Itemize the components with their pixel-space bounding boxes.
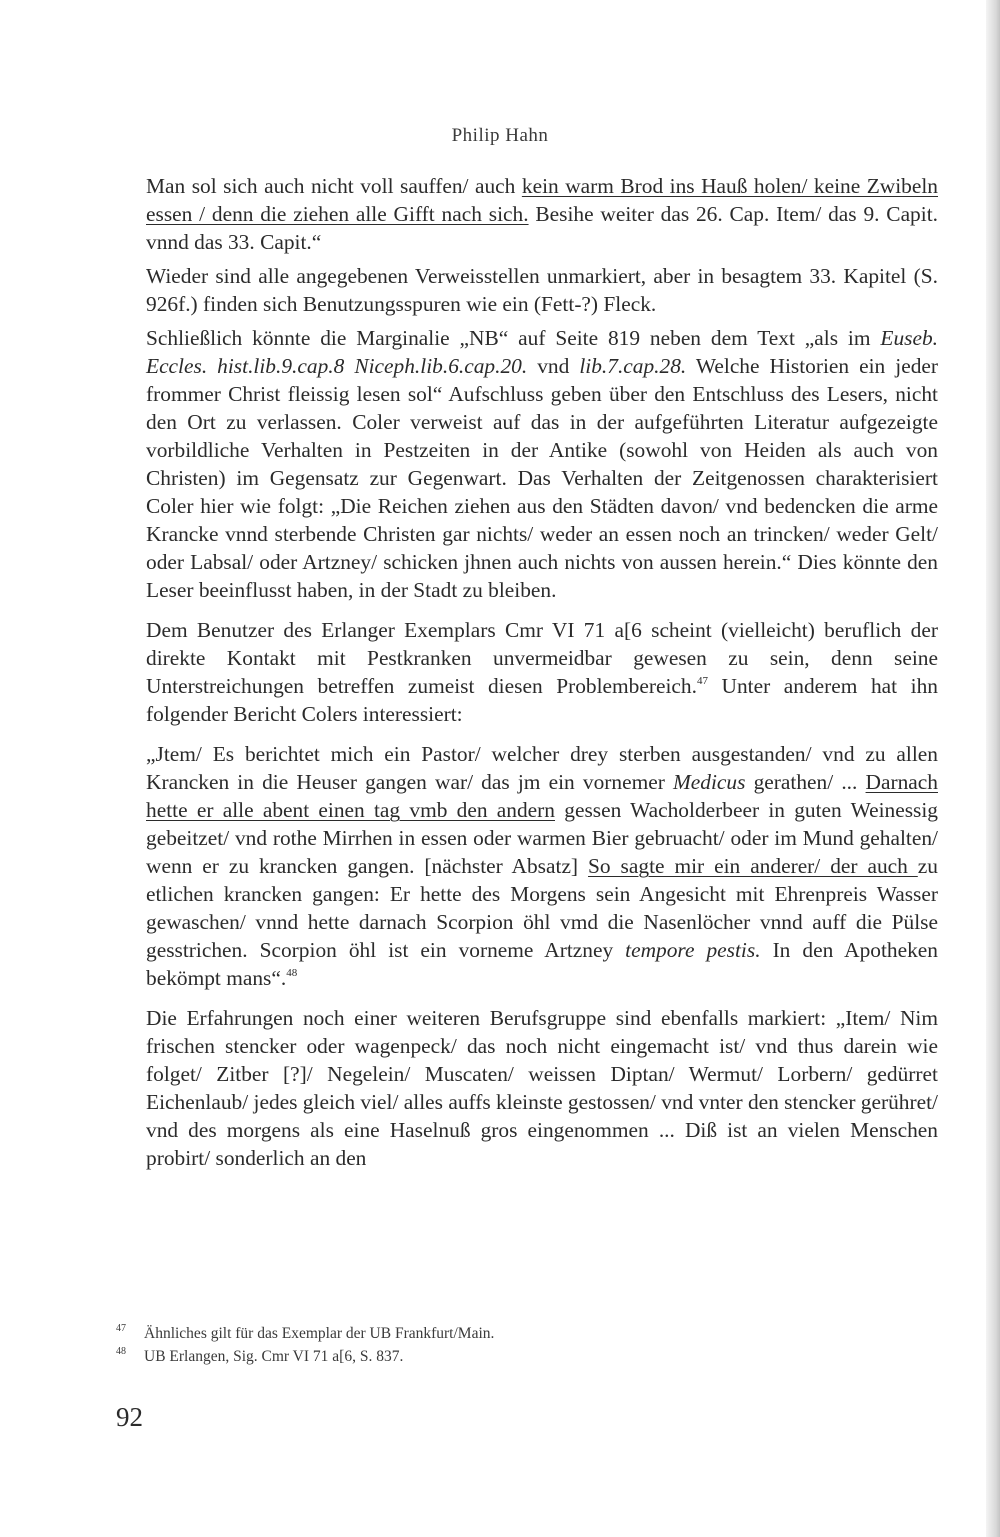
underlined-passage: Darnach hette er alle abent einen tag vmb den andern <box>146 770 938 822</box>
footnote-ref: 47 <box>696 675 708 687</box>
underlined-passage: So sagte mir ein anderer/ der auch <box>588 854 918 878</box>
footnote-text: Ähnliches gilt für das Exemplar der UB Frankfurt/Main. <box>144 1325 495 1342</box>
paragraph-text: vnd <box>527 354 580 378</box>
footnote-text: UB Erlangen, Sig. Cmr VI 71 a[6, S. 837. <box>144 1348 404 1365</box>
quote-text: gerathen/ ... <box>745 770 866 794</box>
main-text <box>146 172 938 1172</box>
paragraph-text: Dem Benutzer des Erlanger Exemplars Cmr VI 71 a[6 scheint (vielleicht) beruflich der direkte Kontakt mit Pestkranken unvermeidbar gewesen zu sein, denn seine Unterstreichungen betreffen zumeist diesen Problembereich. <box>146 618 938 698</box>
quote-continuation <box>146 172 938 256</box>
italic-term: Medicus <box>672 770 746 794</box>
quote-text: gessen Wacholderbeer in guten Weinessig gebeitzet/ vnd rothe Mirrhen in essen oder warmen Bier gebruacht/ oder im Mund gehalten/ wenn er zu krancken gangen. [nächster Absatz] <box>146 798 938 878</box>
footnote <box>116 1345 916 1368</box>
footnote-number: 47 <box>116 1323 126 1334</box>
paragraph <box>146 616 938 728</box>
block-quote <box>146 740 938 992</box>
paragraph <box>146 324 938 604</box>
quote-text: Man sol sich auch nicht voll sauffen/ auch <box>146 174 522 198</box>
page-number: 92 <box>116 1402 143 1432</box>
footnotes <box>116 1322 916 1368</box>
paragraph-text: Welche Historien ein jeder frommer Christ fleissig lesen sol“ Aufschluss geben über den Entschluss des Lesers, nicht den Ort zu verlassen. Coler verweist auf das in der aufgeführten Literatur aufgezeigte vorbildliche Verhalten in Pestzeiten in der Antike (sowohl von Heiden als auch von Christen) im Gegensatz zur Gegenwart. Das Verhalten der Zeitgenossen charakterisiert Coler hier wie folgt: „Die Reichen ziehen aus den Städten davon/ vnd bedencken die arme Krancke vnnd sterbende Christen gar nichts/ weder an essen noch an trincken/ weder Gelt/ oder Labsal/ oder Artzney/ schicken jhnen auch nichts von aussen herein.“ Dies könnte den Leser beeinflusst haben, in der Stadt zu bleiben. <box>146 354 939 602</box>
paragraph: Wieder sind alle angegebenen Verweisstellen unmarkiert, aber in besagtem 33. Kapitel (S. 926f.) finden sich Benutzungsspuren wie ein (Fett-?) Fleck. <box>146 264 938 316</box>
underlined-passage: kein warm Brod ins Hauß holen/ keine Zwibeln essen / denn die ziehen alle Gifft nach sich. <box>146 174 938 226</box>
footnote-number: 48 <box>116 1346 126 1357</box>
italic-reference: Euseb. Eccles. hist.lib.9.cap.8 Niceph.lib.6.cap.20. <box>146 326 938 378</box>
paragraph-text: Schließlich könnte die Marginalie „NB“ auf Seite 819 neben dem Text „als im <box>146 326 881 350</box>
footnote <box>116 1322 916 1345</box>
paragraph-text: Unter anderem hat ihn folgender Bericht Colers interessiert: <box>146 674 938 726</box>
paragraph: Die Erfahrungen noch einer weiteren Berufsgruppe sind ebenfalls markiert: „Item/ Nim frischen stencker oder wagenpeck/ das noch nicht eingemacht ist/ vnd thus darein wie folget/ Zitber [?]/ Negelein/ Muscaten/ weissen Diptan/ Wermut/ Lorbern/ gedürret Eichenlaub/ jedes gleich viel/ alles auffs kleinste gestossen/ vnd vnter den stencker gerühret/ vnd des morgens als eine Haselnuß gros eingenommen ... Diß ist an vielen Menschen probirt/ sonderlich an den <box>146 1006 938 1170</box>
italic-term: tempore pestis. <box>625 938 761 962</box>
quote-text: „Jtem/ Es berichtet mich ein Pastor/ welcher drey sterben ausgestanden/ vnd zu allen Krancken in die Heuser gangen war/ das jm ein vornemer <box>146 742 938 794</box>
quote-text: Besihe weiter das 26. Cap. Item/ das 9. Capit. vnnd das 33. Capit.“ <box>146 202 938 254</box>
running-head: Philip Hahn <box>451 125 549 146</box>
quote-text: zu etlichen krancken gangen: Er hette des Morgens sein Angesicht mit Ehrenpreis Wasser gewaschen/ vnnd hette darnach Scorpion öhl vmd die Nasenlöcher vnnd auff die Pülse gesstrichen. Scorpion öhl ist ein vorneme Artzney <box>146 854 938 962</box>
quote-text: In den Apotheken bekömpt mans“. <box>146 938 938 990</box>
scan-page-edge <box>986 0 1000 1537</box>
footnote-ref: 48 <box>286 967 298 979</box>
italic-reference: lib.7.cap.28. <box>579 354 687 378</box>
